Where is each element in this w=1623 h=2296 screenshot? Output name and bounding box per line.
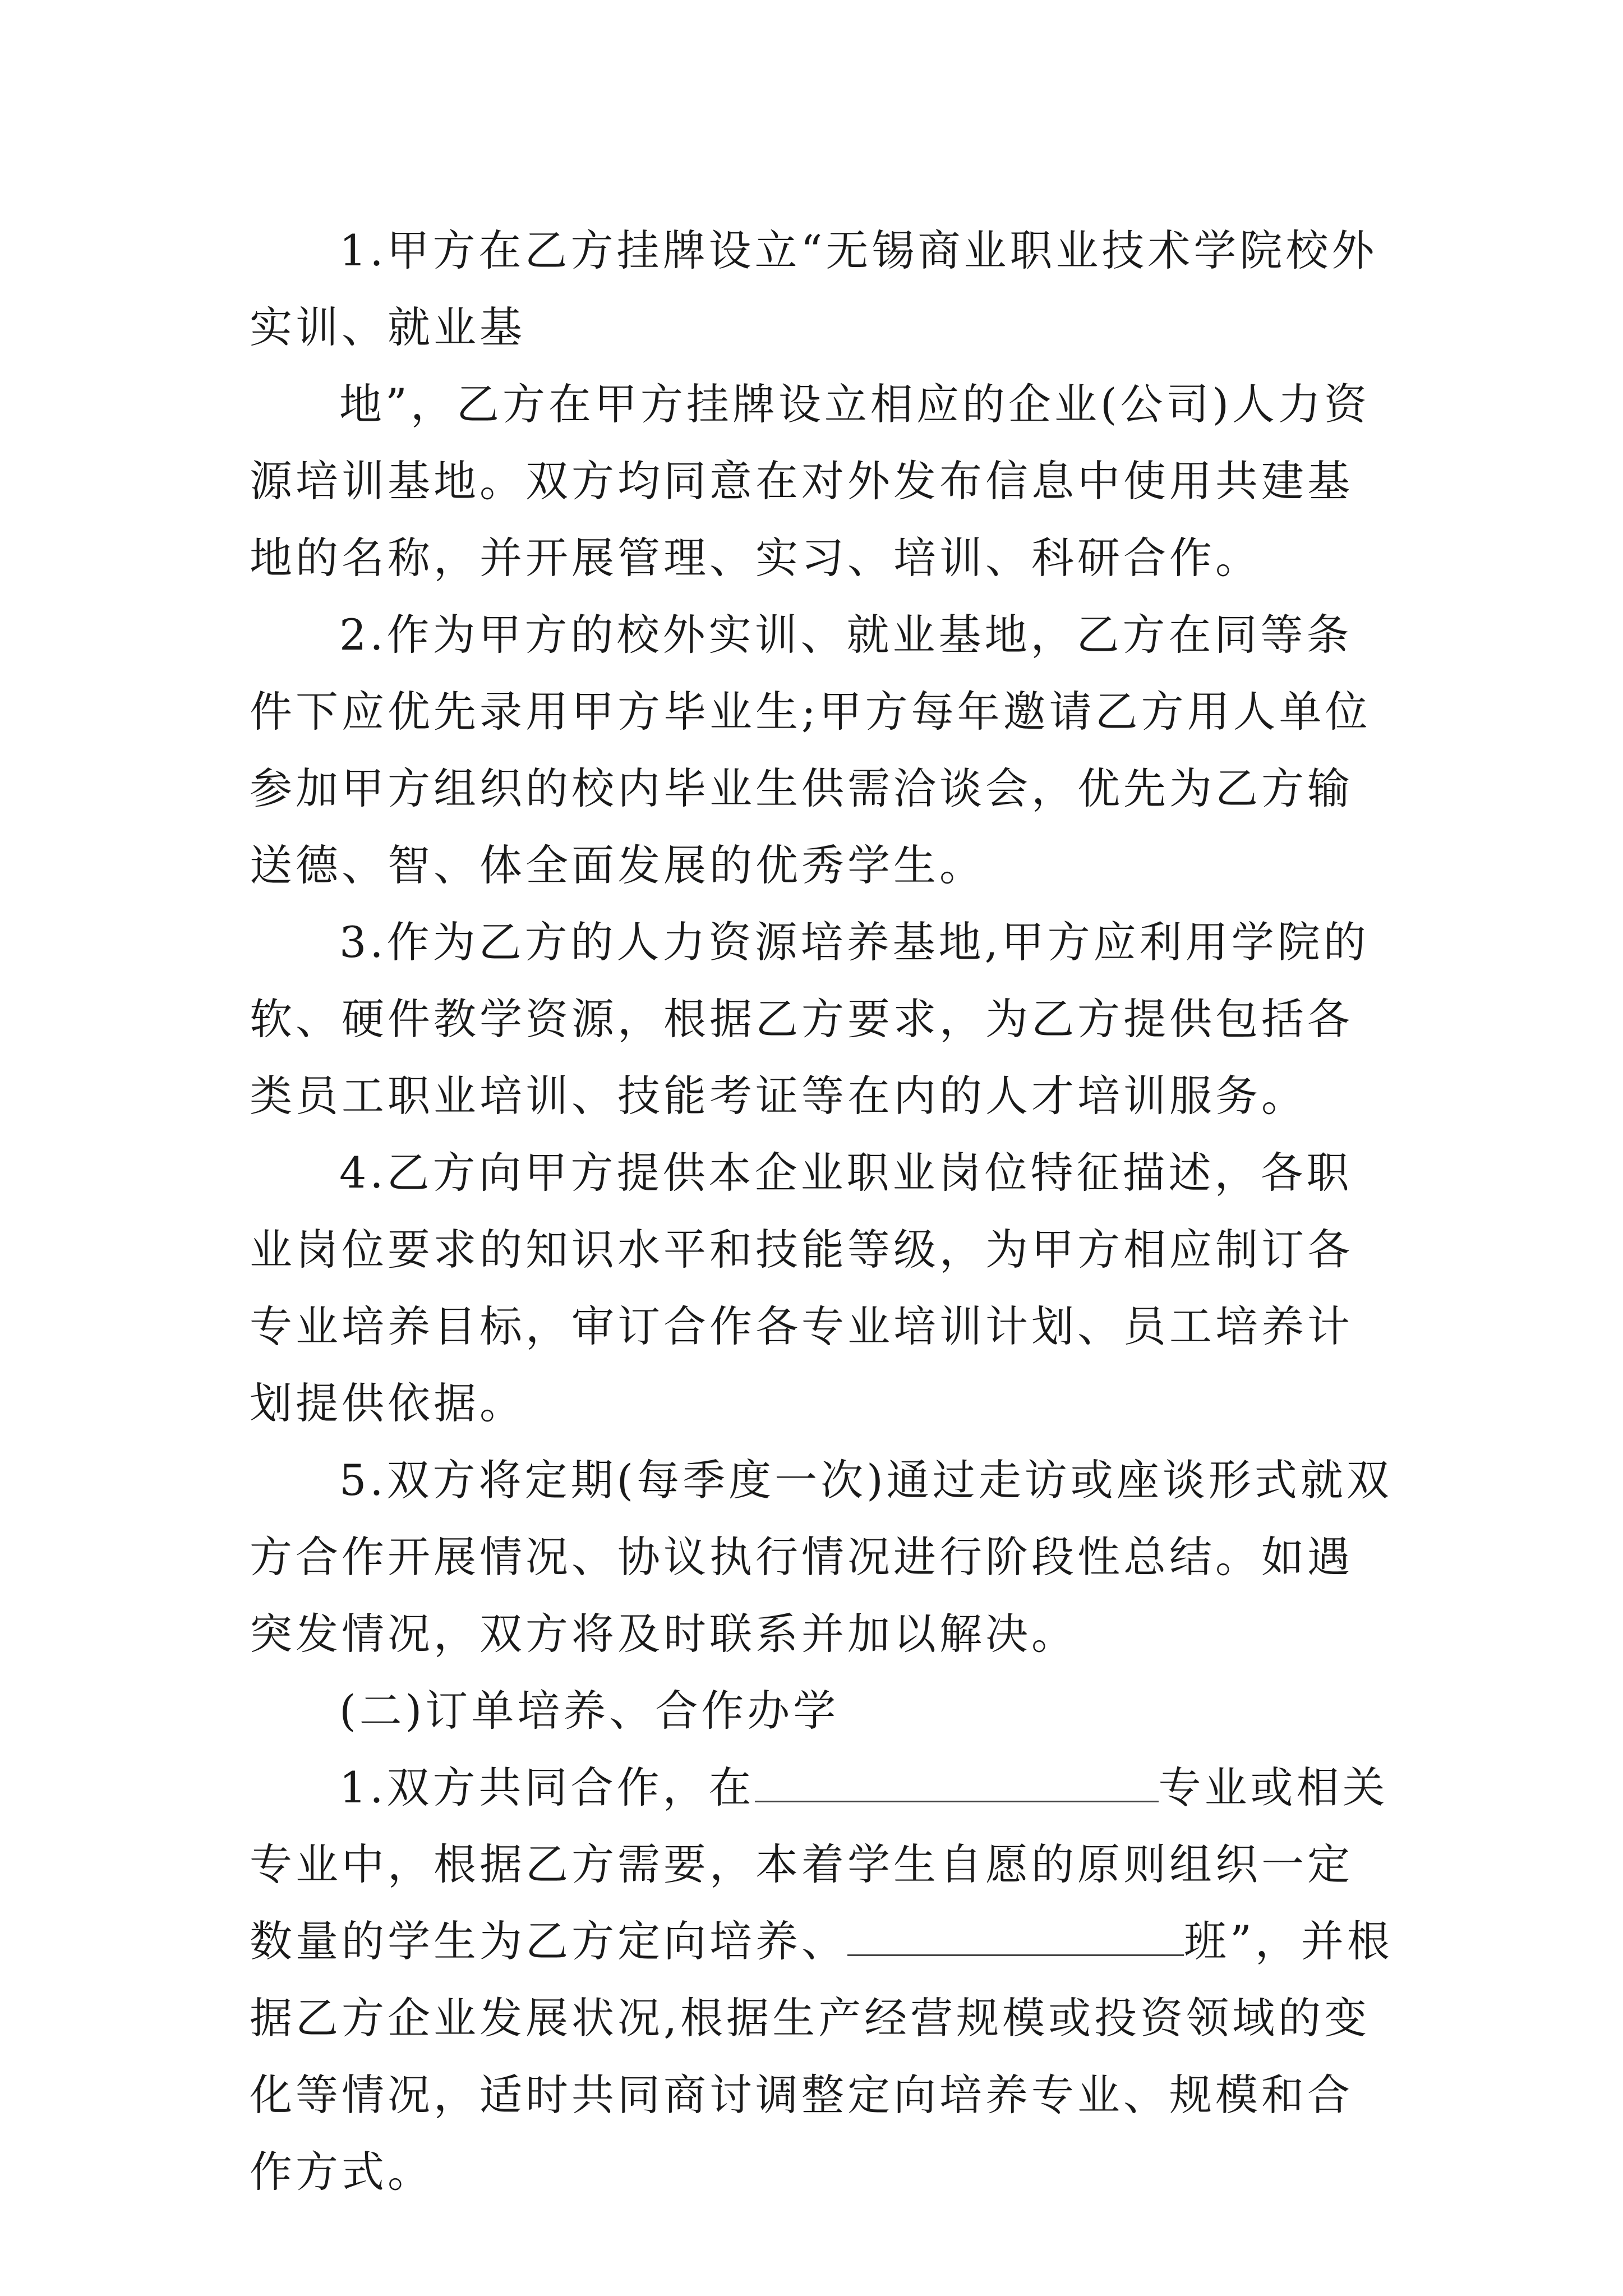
fill-in-blank-major [755,1766,1159,1802]
section-heading-order-training [250,1672,1394,1749]
paragraph-4 [250,1134,1394,1442]
paragraph-2-text: 2.作为甲方的校外实训、就业基地，乙方在同等条件下应优先录用甲方毕业生;甲方每年邀请乙方用人单位参加甲方组织的校内毕业生供需洽谈会，优先为乙方输送德、智、体全面发展的优秀学生。 [250,610,1371,890]
document-body [250,212,1394,2210]
paragraph-order-1-part1: 1.双方共同合作，在 [339,1763,755,1812]
paragraph-1-continued [250,366,1394,596]
paragraph-1-continued-text: 地”，乙方在甲方挂牌设立相应的企业(公司)人力资源培训基地。双方均同意在对外发布信息中使用共建基地的名称，并开展管理、实习、培训、科研合作。 [250,379,1371,583]
paragraph-1-text: 1.甲方在乙方挂牌设立“无锡商业职业技术学院校外实训、就业基 [250,226,1378,352]
fill-in-blank-class [847,1920,1184,1956]
paragraph-3-text: 3.作为乙方的人力资源培养基地,甲方应利用学院的软、硬件教学资源，根据乙方要求，为乙方提供包括各类员工职业培训、技能考证等在内的人才培训服务。 [250,917,1370,1121]
paragraph-5 [250,1442,1394,1672]
paragraph-2 [250,596,1394,904]
paragraph-5-text: 5.双方将定期(每季度一次)通过走访或座谈形式就双方合作开展情况、协议执行情况进行阶段性总结。如遇突发情况，双方将及时联系并加以解决。 [250,1455,1393,1659]
paragraph-order-1-part3: 班”，并根据乙方企业发展状况,根据生产经营规模或投资领域的变化等情况，适时共同商讨调整定向培养专业、规模和合作方式。 [250,1916,1393,2197]
paragraph-1 [250,212,1394,366]
paragraph-3 [250,904,1394,1134]
section-heading-text: (二)订单培养、合作办学 [339,1686,840,1736]
paragraph-order-1-part2: 专业或相关专业中，根据乙方需要，本着学生自愿的原则组织一定数量的学生为乙方定向培养、 [250,1763,1389,1966]
paragraph-order-1 [250,1749,1394,2210]
paragraph-4-text: 4.乙方向甲方提供本企业职业岗位特征描述，各职业岗位要求的知识水平和技能等级，为甲方相应制订各专业培养目标，审订合作各专业培训计划、员工培养计划提供依据。 [250,1148,1353,1428]
